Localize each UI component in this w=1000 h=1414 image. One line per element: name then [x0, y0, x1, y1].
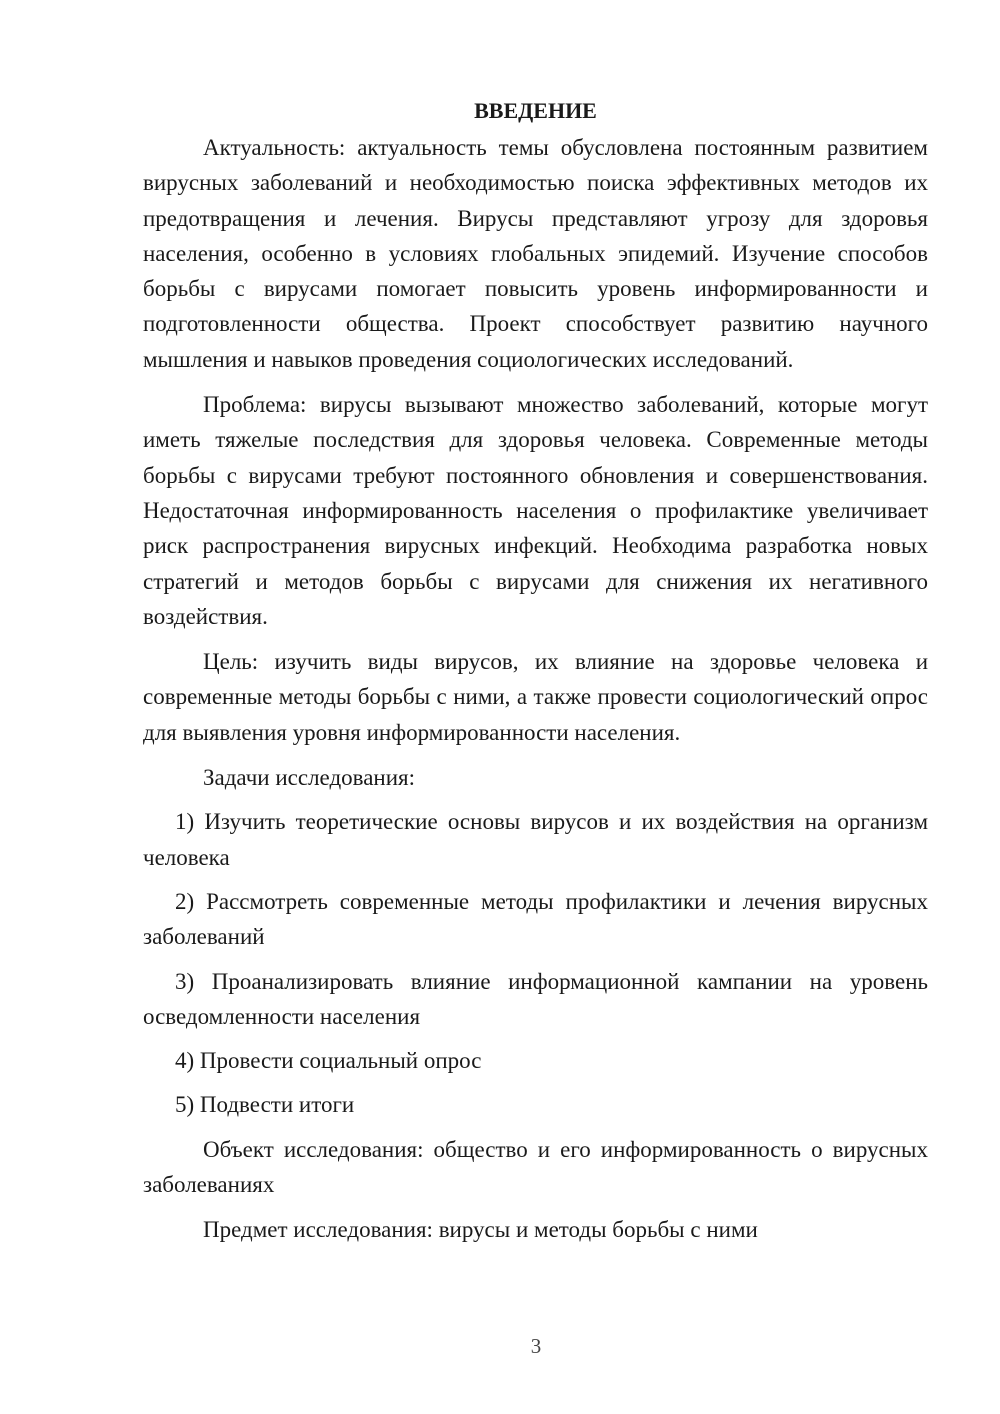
task-item-2: 2) Рассмотреть современные методы профилактики и лечения вирусных заболеваний	[143, 888, 928, 950]
page-number: 3	[530, 1334, 542, 1358]
goal-paragraph: Цель: изучить виды вирусов, их влияние на здоровье человека и современные методы борьбы с ними, а также провести социологический опрос для выявления уровня информированности населения.	[143, 649, 928, 745]
relevance-paragraph: Актуальность: актуальность темы обусловлена постоянным развитием вирусных заболеваний и необходимостью поиска эффективных методов их предотвращения и лечения. Вирусы представляют угрозу для здоровья населения, особенно в условиях глобальных эпидемий. Изучение способов борьбы с вирусами помогает повысить уровень информированности и подготовленности общества. Проект способствует развитию научного мышления и навыков проведения социологических исследований.	[143, 135, 928, 372]
task-item-3: 3) Проанализировать влияние информационной кампании на уровень осведомленности населения	[143, 968, 928, 1029]
object-paragraph: Объект исследования: общество и его информированность о вирусных заболеваниях	[143, 1136, 928, 1198]
task-item-4: 4) Провести социальный опрос	[175, 1048, 482, 1074]
task-item-5: 5) Подвести итоги	[175, 1092, 355, 1118]
problem-paragraph: Проблема: вирусы вызывают множество заболеваний, которые могут иметь тяжелые последствия для здоровья человека. Современные методы борьбы с вирусами требуют постоянного обновления и совершенствования. Недостаточная информированность населения о профилактике увеличивает риск распространения вирусных инфекций. Необходима разработка новых стратегий и методов борьбы с вирусами для снижения их негативного воздействия.	[143, 392, 928, 629]
task-item-1: 1) Изучить теоретические основы вирусов и их воздействия на организм человека	[143, 809, 928, 870]
tasks-title: Задачи исследования:	[203, 765, 416, 791]
section-heading: ВВЕДЕНИЕ	[474, 98, 597, 123]
page-content	[143, 96, 928, 1258]
subject-paragraph: Предмет исследования: вирусы и методы борьбы с ними	[203, 1217, 758, 1243]
